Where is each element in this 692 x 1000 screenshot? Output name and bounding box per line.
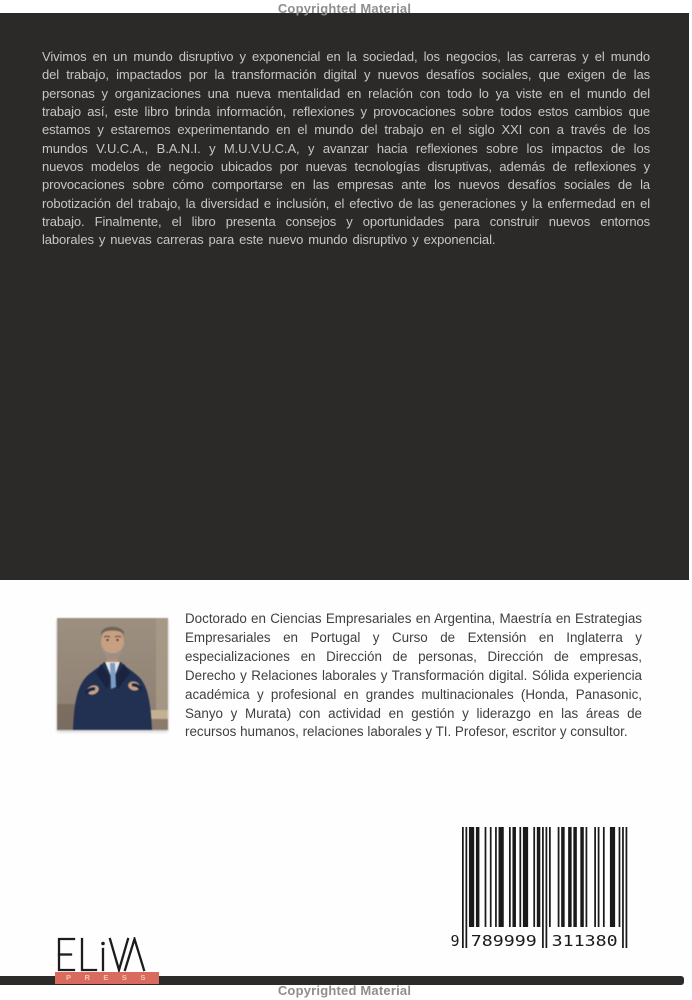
- book-cover: [0, 13, 689, 985]
- author-portrait-graphic: [57, 618, 168, 730]
- svg-text:789999: 789999: [470, 932, 537, 950]
- isbn-barcode: [450, 827, 628, 956]
- svg-text:9: 9: [450, 932, 460, 950]
- eliva-wordmark: [55, 937, 148, 973]
- cover-dark-panel: [0, 13, 689, 580]
- copyright-watermark-top: Copyrighted Material: [277, 1, 412, 16]
- svg-text:311380: 311380: [551, 932, 618, 950]
- cover-white-panel: [0, 580, 689, 976]
- press-imprint-bar: PRESS: [55, 972, 159, 984]
- synopsis-text: Vivimos en un mundo disruptivo y exponencial en la sociedad, los negocios, las carreras y el mundo del trabajo, impactados por la transformación digital y nuevos desafíos sociales, que exigen de las personas y organizaciones una nueva mentalidad en relación con todo lo ya viste en el mundo del trabajo así, este libro brinda información, reflexiones y provocaciones sobre todos estos cambios que estamos y estaremos experimentando en el mundo del trabajo en el siglo XXI con a través de los mundos V.U.C.A., B.A.N.I. y M.U.V.U.C.A, y avanzar hacia reflexiones sobre los impactos de los nuevos modelos de negocio ubicados por nuevas tecnologías disruptivas, además de reflexiones y provocaciones sobre cómo comportarse en las empresas ante los nuevos desafíos sociales de la robotización del trabajo, la diversidad e inclusión, el efectivo de las generaciones y la enfermedad en el trabajo. Finalmente, el libro presenta consejos y oportunidades para construir nuevos entornos laborales y nuevas carreras para este nuevo mundo disruptivo y exponencial.: [42, 49, 650, 248]
- barcode-graphic: [450, 827, 628, 951]
- copyright-watermark-bottom: Copyrighted Material: [277, 983, 412, 998]
- author-photo: [57, 618, 168, 730]
- author-bio-text: Doctorado en Ciencias Empresariales en Argentina, Maestría en Estrategias Empresariales en Portugal y Curso de Extensión en Inglaterra y especializaciones en Dirección de personas, Dirección de empresas, Derecho y Relaciones laborales y Transformación digital. Sólida experiencia académica y profesional en grandes multinacionales (Honda, Panasonic, Sanyo y Murata) con actividad en gestión y liderazgo en las áreas de recursos humanos, relaciones laborales y TI. Profesor, escritor y consultor.: [185, 611, 642, 740]
